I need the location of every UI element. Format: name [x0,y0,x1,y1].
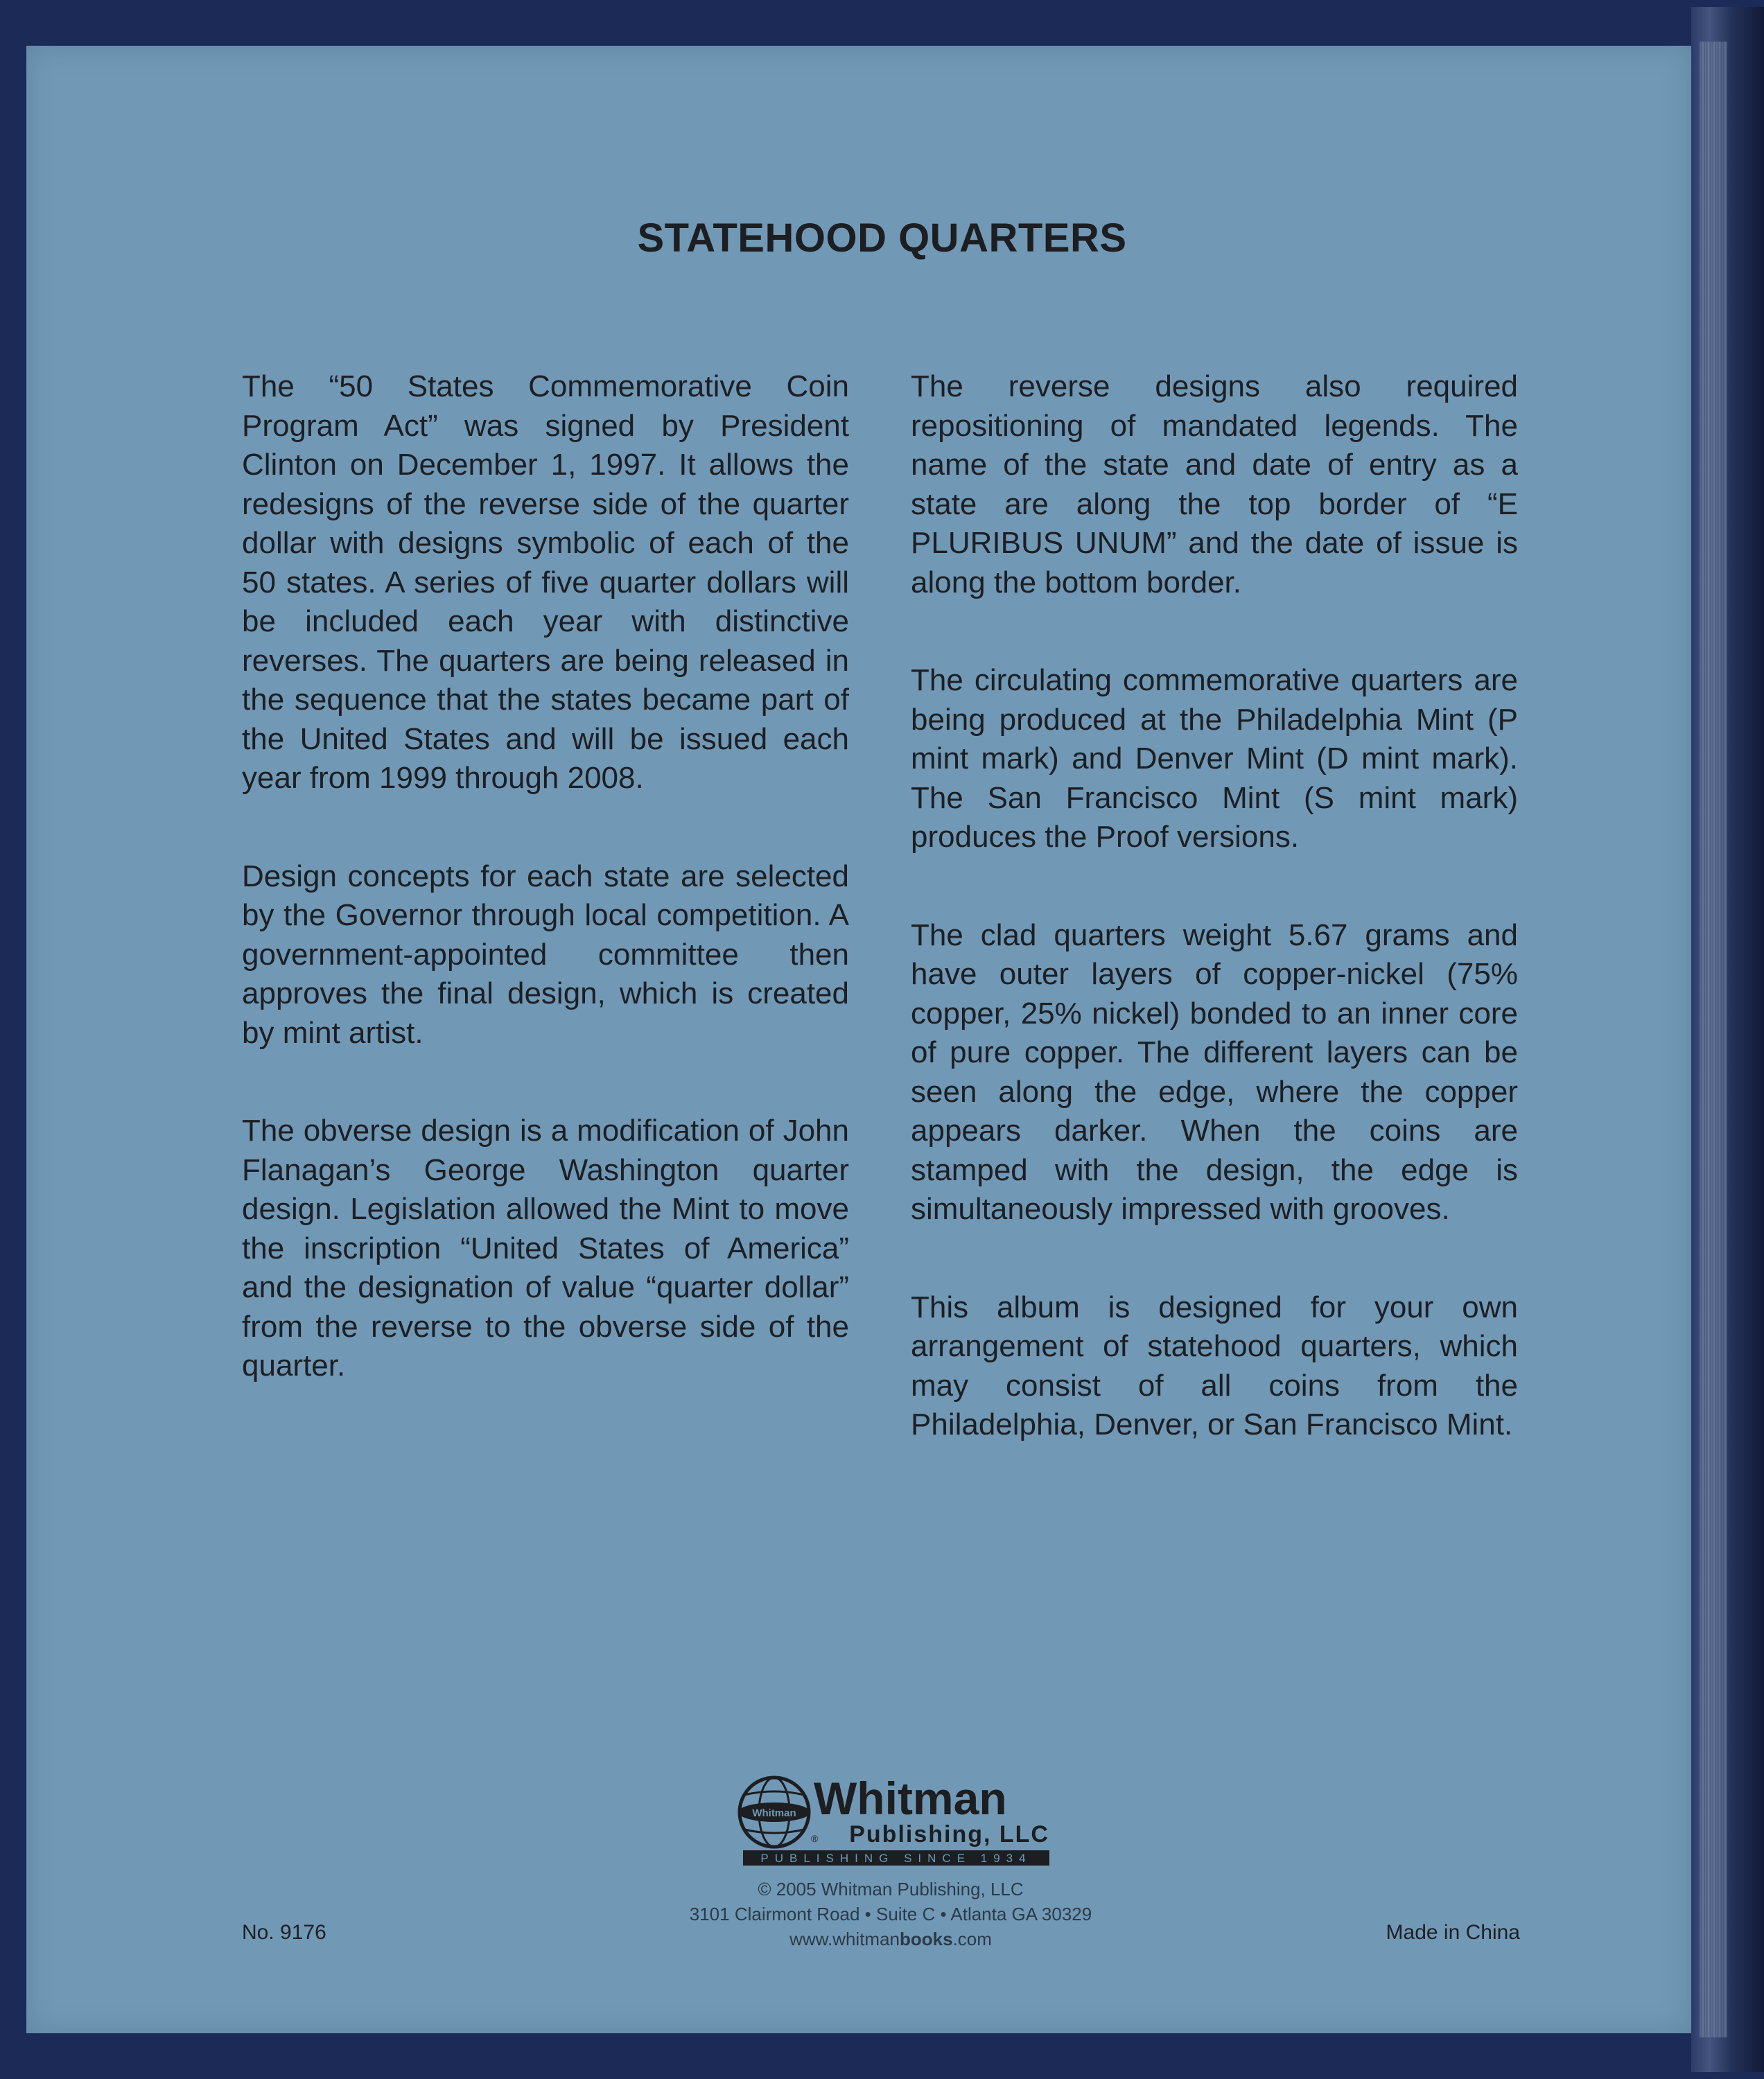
address-line: 3101 Clairmont Road • Suite C • Atlanta GA 30329 [689,1904,1092,1924]
catalog-number: No. 9176 [242,1921,326,1944]
left-text-column [242,367,849,1445]
country-of-origin: Made in China [1386,1921,1520,1944]
copyright-line: © 2005 Whitman Publishing, LLC [758,1879,1024,1900]
paragraph-mints: The circulating commemorative quarters are being produced at the Philadelphia Mint (P mint mark) and Denver Mint (D mint mark). The San Francisco Mint (S mint mark) produces the Proof versions. [911,663,1518,854]
globe-icon [738,1778,810,1847]
publisher-imprint [624,1877,1158,1951]
paragraph-design-concepts: Design concepts for each state are selected by the Governor through local competition. A government-appointed committee then approves the final design, which is created by mint artist. [242,859,849,1050]
logo-tagline: PUBLISHING SINCE 1934 [760,1852,1032,1865]
url-bold: books [900,1929,953,1949]
logo-subtitle: Publishing, LLC [849,1821,1049,1848]
whitman-logo [736,1774,1055,1871]
registered-mark: ® [811,1833,819,1844]
globe-label: Whitman [752,1807,796,1819]
paragraph-obverse-design: The obverse design is a modification of John Flanagan’s George Washington quarter design. Legislation allowed the Mint to move the inscription “United States of America” and the designation of value “quarter dollar” from the reverse to the obverse side of the quarter. [242,1114,849,1383]
paragraph-reverse-designs: The reverse designs also required repositioning of mandated legends. The name of the state and date of entry as a state are along the top border of “E PLURIBUS UNUM” and the date of issue is along the bottom border. [911,369,1518,599]
page-title: STATEHOOD QUARTERS [637,216,1127,261]
url-suffix: .com [952,1929,992,1949]
right-text-column [911,367,1518,1504]
url-prefix: www.whitman [789,1929,900,1949]
page-edges [1700,42,1727,2037]
logo-name: Whitman [814,1774,1007,1824]
website-line [624,1927,1158,1951]
paragraph-album-purpose: This album is designed for your own arrangement of statehood quarters, which may consist of all coins from the Philadelphia, Denver, or San Francisco Mint. [911,1290,1518,1441]
paragraph-clad-composition: The clad quarters weight 5.67 grams and have outer layers of copper-nickel (75% copper, 25% nickel) bonded to an inner core of pure copper. The different layers can be seen along the edge, where the copper appears darker. When the coins are stamped with the design, the edge is simultaneously impressed with grooves. [911,918,1518,1226]
paragraph-program-act: The “50 States Commemorative Coin Program Act” was signed by President Clinton on December 1, 1997. It allows the redesigns of the reverse side of the quarter dollar with designs symbolic of each of the 50 states. A series of five quarter dollars will be included each year with distinctive reverses. The quarters are being released in the sequence that the states became part of the United States and will be issued each year from 1999 through 2008. [242,369,849,795]
